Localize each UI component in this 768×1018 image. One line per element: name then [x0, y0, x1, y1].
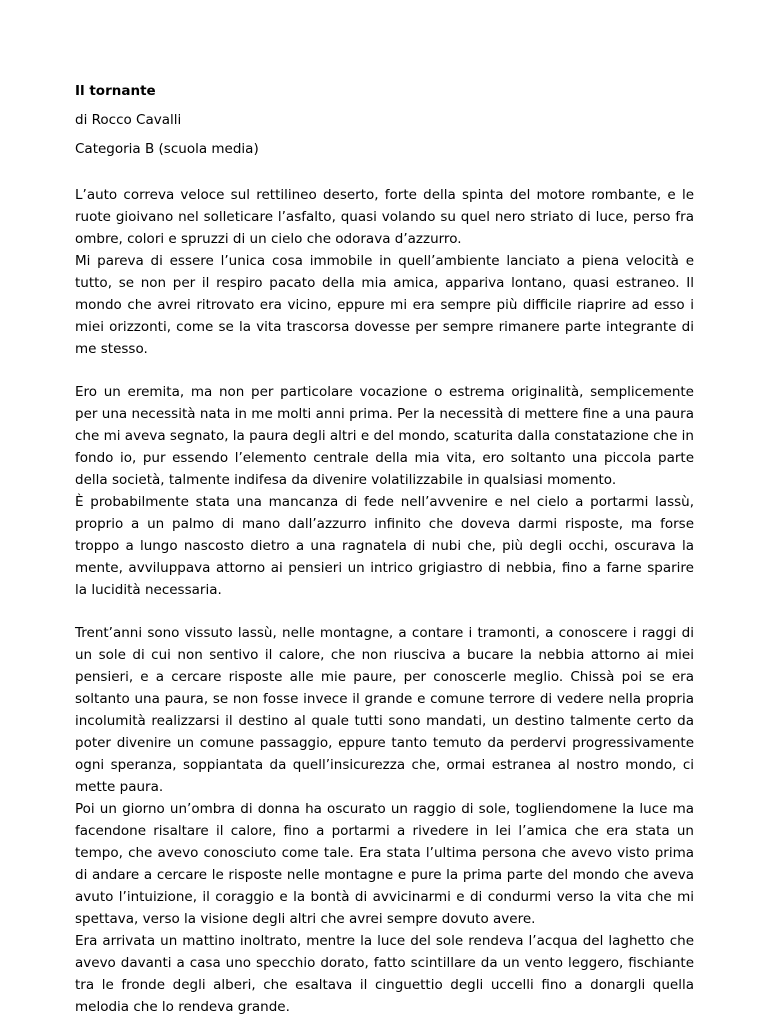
paragraph: L’auto correva veloce sul rettilineo deserto, forte della spinta del motore rombante, e le ruote gioivano nel solleticare l’asfalto, quasi volando su quel nero striato di luce, perso fra ombre, colori e spruzzi di un cielo che odorava d’azzurro. — [75, 187, 694, 247]
document-page — [75, 80, 694, 1018]
author-line: di Rocco Cavalli — [75, 112, 182, 128]
paragraph: Era arrivata un mattino inoltrato, mentre la luce del sole rendeva l’acqua del laghetto che avevo davanti a casa uno specchio dorato, fatto scintillare da un vento leggero, fischiante tra le fronde degli alberi, che esaltava il cinguettio degli uccelli fino a donargli quella melodia che lo rendeva grande. — [75, 933, 694, 1015]
paragraph: Poi un giorno un’ombra di donna ha oscurato un raggio di sole, togliendomene la luce ma facendone risaltare il calore, fino a portarmi a rivedere in lei l’amica che era stata un tempo, che avevo conosciuto come tale. Era stata l’ultima persona che avevo visto prima di andare a cercare le risposte nelle montagne e pure la prima parte del mondo che aveva avuto l’intuizione, il coraggio e la bontà di avvicinarmi e di condurmi verso la vita che mi spettava, verso la visione degli altri che avrei sempre dovuto avere. — [75, 801, 694, 927]
document-title: Il tornante — [75, 83, 156, 99]
paragraph: Trent’anni sono vissuto lassù, nelle montagne, a contare i tramonti, a conoscere i raggi di un sole di cui non sentivo il calore, che non riusciva a bucare la nebbia attorno ai miei pensieri, e a cercare risposte alle mie paure, per conoscerle meglio. Chissà poi se era soltanto una paura, se non fosse invece il grande e comune terrore di vedere nella propria incolumità realizzarsi il destino al quale tutti sono mandati, un destino talmente certo da poter divenire un comune passaggio, eppure tanto temuto da perdervi progressivamente ogni speranza, soppiantata da quell’insicurezza che, ormai estranea al nostro mondo, ci mette paura. — [75, 625, 694, 795]
paragraph: Mi pareva di essere l’unica cosa immobile in quell’ambiente lanciato a piena velocità e tutto, se non per il respiro pacato della mia amica, appariva lontano, quasi estraneo. Il mondo che avrei ritrovato era vicino, eppure mi era sempre più difficile riaprire ad esso i miei orizzonti, come se la vita trascorsa dovesse per sempre rimanere parte integrante di me stesso. — [75, 253, 694, 357]
paragraph: Ero un eremita, ma non per particolare vocazione o estrema originalità, semplicemente per una necessità nata in me molti anni prima. Per la necessità di mettere fine a una paura che mi aveva segnato, la paura degli altri e del mondo, scaturita dalla constatazione che in fondo io, pur essendo l’elemento centrale della mia vita, ero soltanto una piccola parte della società, talmente indifesa da divenire volatilizzabile in qualsiasi momento. — [75, 384, 694, 488]
paragraph: È probabilmente stata una mancanza di fede nell’avvenire e nel cielo a portarmi lassù, proprio a un palmo di mano dall’azzurro infinito che doveva darmi risposte, ma forse troppo a lungo nascosto dietro a una ragnatela di nubi che, più degli occhi, oscurava la mente, avviluppava attorno ai pensieri un intrico grigiastro di nebbia, fino a farne sparire la lucidità necessaria. — [75, 494, 694, 598]
category-line: Categoria B (scuola media) — [75, 141, 259, 157]
